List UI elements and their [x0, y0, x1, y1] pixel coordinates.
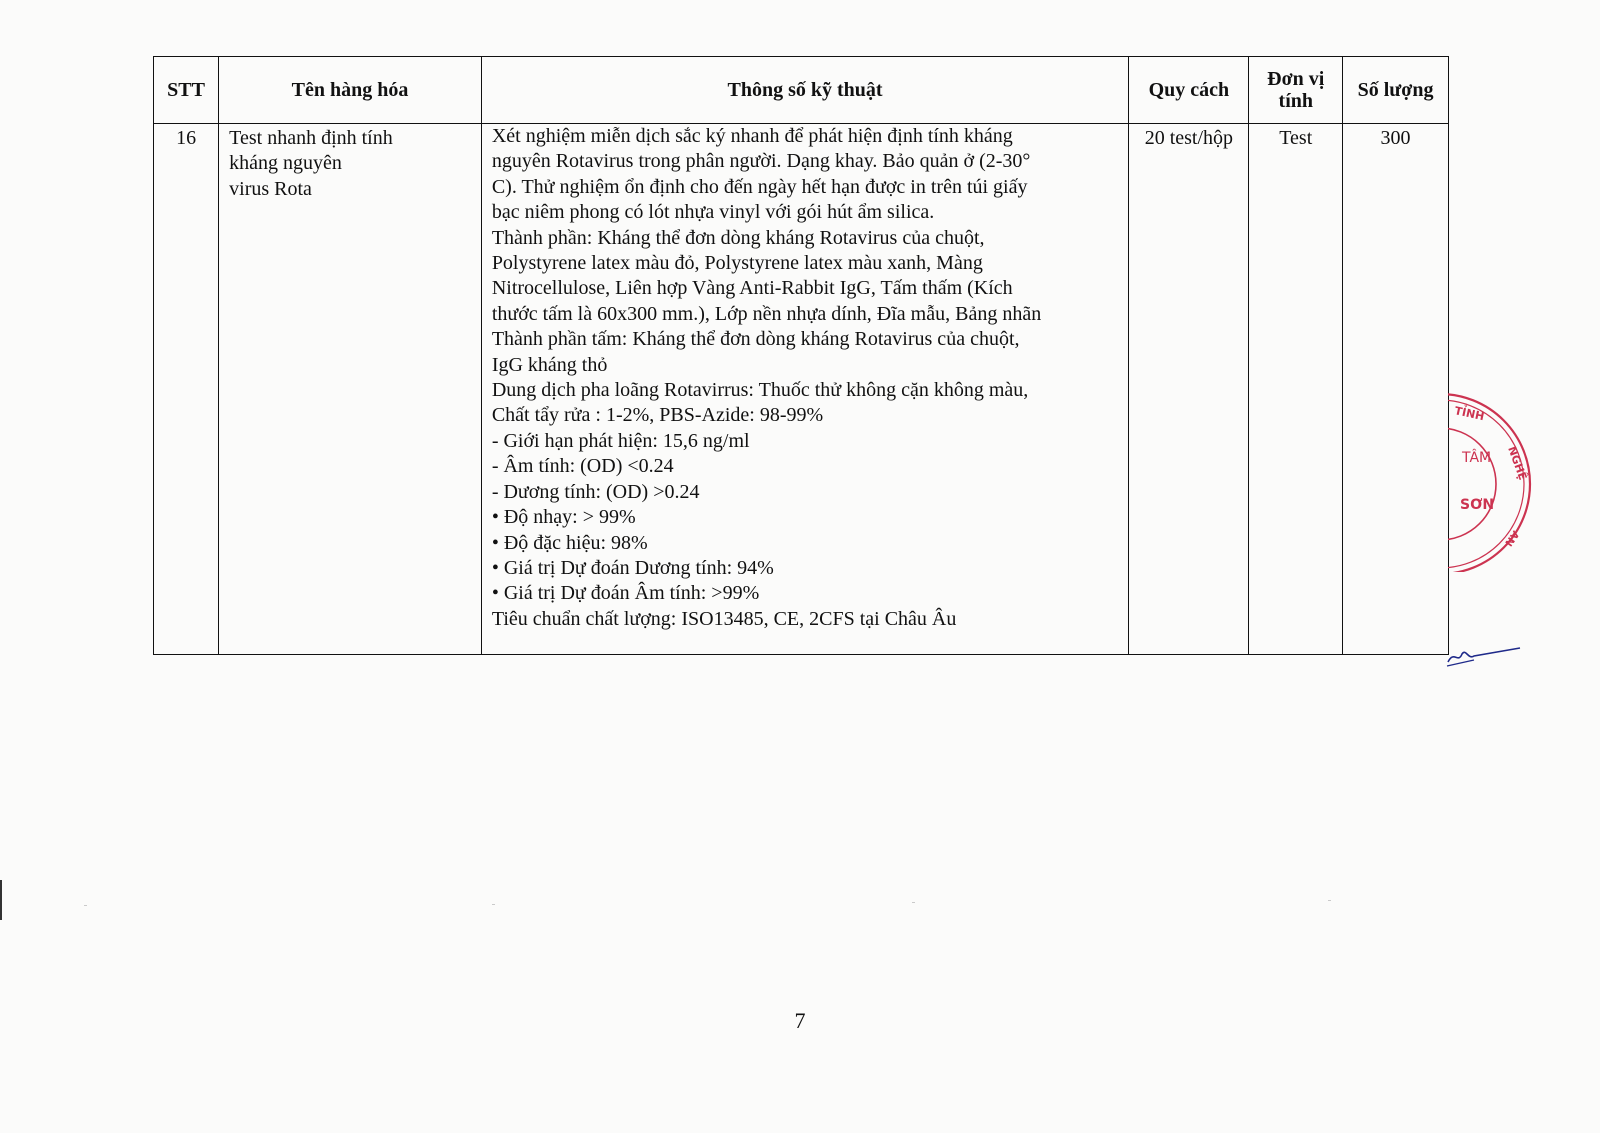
spec-line: • Độ nhạy: > 99% [491, 506, 636, 529]
spec-line: • Độ đặc hiệu: 98% [491, 531, 648, 554]
spec-line: Xét nghiệm miễn dịch sắc ký nhanh để phát hiện định tính kháng [491, 125, 1013, 147]
spec-line: Chất tẩy rửa : 1-2%, PBS-Azide: 98-99% [491, 404, 824, 427]
spec-line: Tiêu chuẩn chất lượng: ISO13485, CE, 2CFS tại Châu Âu [491, 607, 957, 630]
spec-line: thước tấm là 60x300 mm.), Lớp nền nhựa dính, Đĩa mẫu, Bảng nhãn [491, 302, 1042, 325]
spec-line: Dung dịch pha loãng Rotavirrus: Thuốc thử không cặn không màu, [491, 379, 1029, 402]
name-line: Test nhanh định tính [229, 127, 393, 149]
header-name: Tên hàng hóa [219, 57, 482, 124]
scan-speck [84, 905, 87, 906]
svg-text:TÂM: TÂM [1462, 450, 1492, 466]
spec-line: Nitrocellulose, Liên hợp Vàng Anti-Rabbit IgG, Tấm thấm (Kích [491, 277, 1013, 300]
table-header-row [154, 57, 1449, 124]
spec-line: Thành phần tấm: Kháng thể đơn dòng kháng Rotavirus của chuột, [491, 328, 1020, 351]
spec-line: - Dương tính: (OD) >0.24 [491, 480, 700, 503]
header-quantity: Số lượng [1343, 57, 1449, 124]
cell-quantity: 300 [1343, 124, 1449, 655]
spec-line: IgG kháng thỏ [491, 353, 608, 376]
name-line: kháng nguyên [229, 152, 342, 175]
cell-name [219, 124, 482, 655]
spec-line: • Giá trị Dự đoán Âm tính: >99% [491, 582, 760, 605]
spec-line: Thành phần: Kháng thể đơn dòng kháng Rotavirus của chuột, [491, 226, 985, 249]
cell-packing: 20 test/hộp [1129, 124, 1249, 655]
spec-line: nguyên Rotavirus trong phân người. Dạng khay. Bảo quản ở (2-30° [491, 150, 1031, 173]
scan-speck [1328, 900, 1331, 901]
table-row [154, 124, 1449, 655]
spec-table [153, 56, 1449, 655]
scan-edge-mark [0, 880, 2, 920]
spec-line: C). Thử nghiệm ổn định cho đến ngày hết hạn được in trên túi giấy [491, 175, 1028, 198]
svg-text:TỈNH: TỈNH [1453, 404, 1486, 424]
name-line: virus Rota [229, 177, 312, 200]
spec-line: bạc niêm phong có lót nhựa vinyl với gói hút ẩm silica. [491, 201, 935, 224]
cell-stt: 16 [154, 124, 219, 655]
red-seal-stamp [1448, 392, 1548, 572]
spec-line: Polystyrene latex màu đỏ, Polystyrene latex màu xanh, Màng [491, 252, 983, 275]
header-stt: STT [154, 57, 219, 124]
scan-speck [492, 904, 495, 905]
spec-line: • Giá trị Dự đoán Dương tính: 94% [491, 556, 774, 579]
svg-text:AN: AN [1502, 528, 1521, 548]
svg-text:NGHỆ: NGHỆ [1505, 444, 1530, 482]
header-spec: Thông số kỹ thuật [481, 57, 1129, 124]
spec-line: - Âm tính: (OD) <0.24 [491, 455, 674, 478]
cell-unit: Test [1249, 124, 1343, 655]
spec-line: - Giới hạn phát hiện: 15,6 ng/ml [491, 429, 750, 452]
cell-spec [481, 124, 1129, 655]
svg-text:SƠN: SƠN [1460, 497, 1495, 513]
scan-speck [912, 902, 915, 903]
header-unit: Đơn vị tính [1249, 57, 1343, 124]
header-packing: Quy cách [1129, 57, 1249, 124]
page-number: 7 [794, 1008, 806, 1033]
signature [1444, 640, 1524, 670]
